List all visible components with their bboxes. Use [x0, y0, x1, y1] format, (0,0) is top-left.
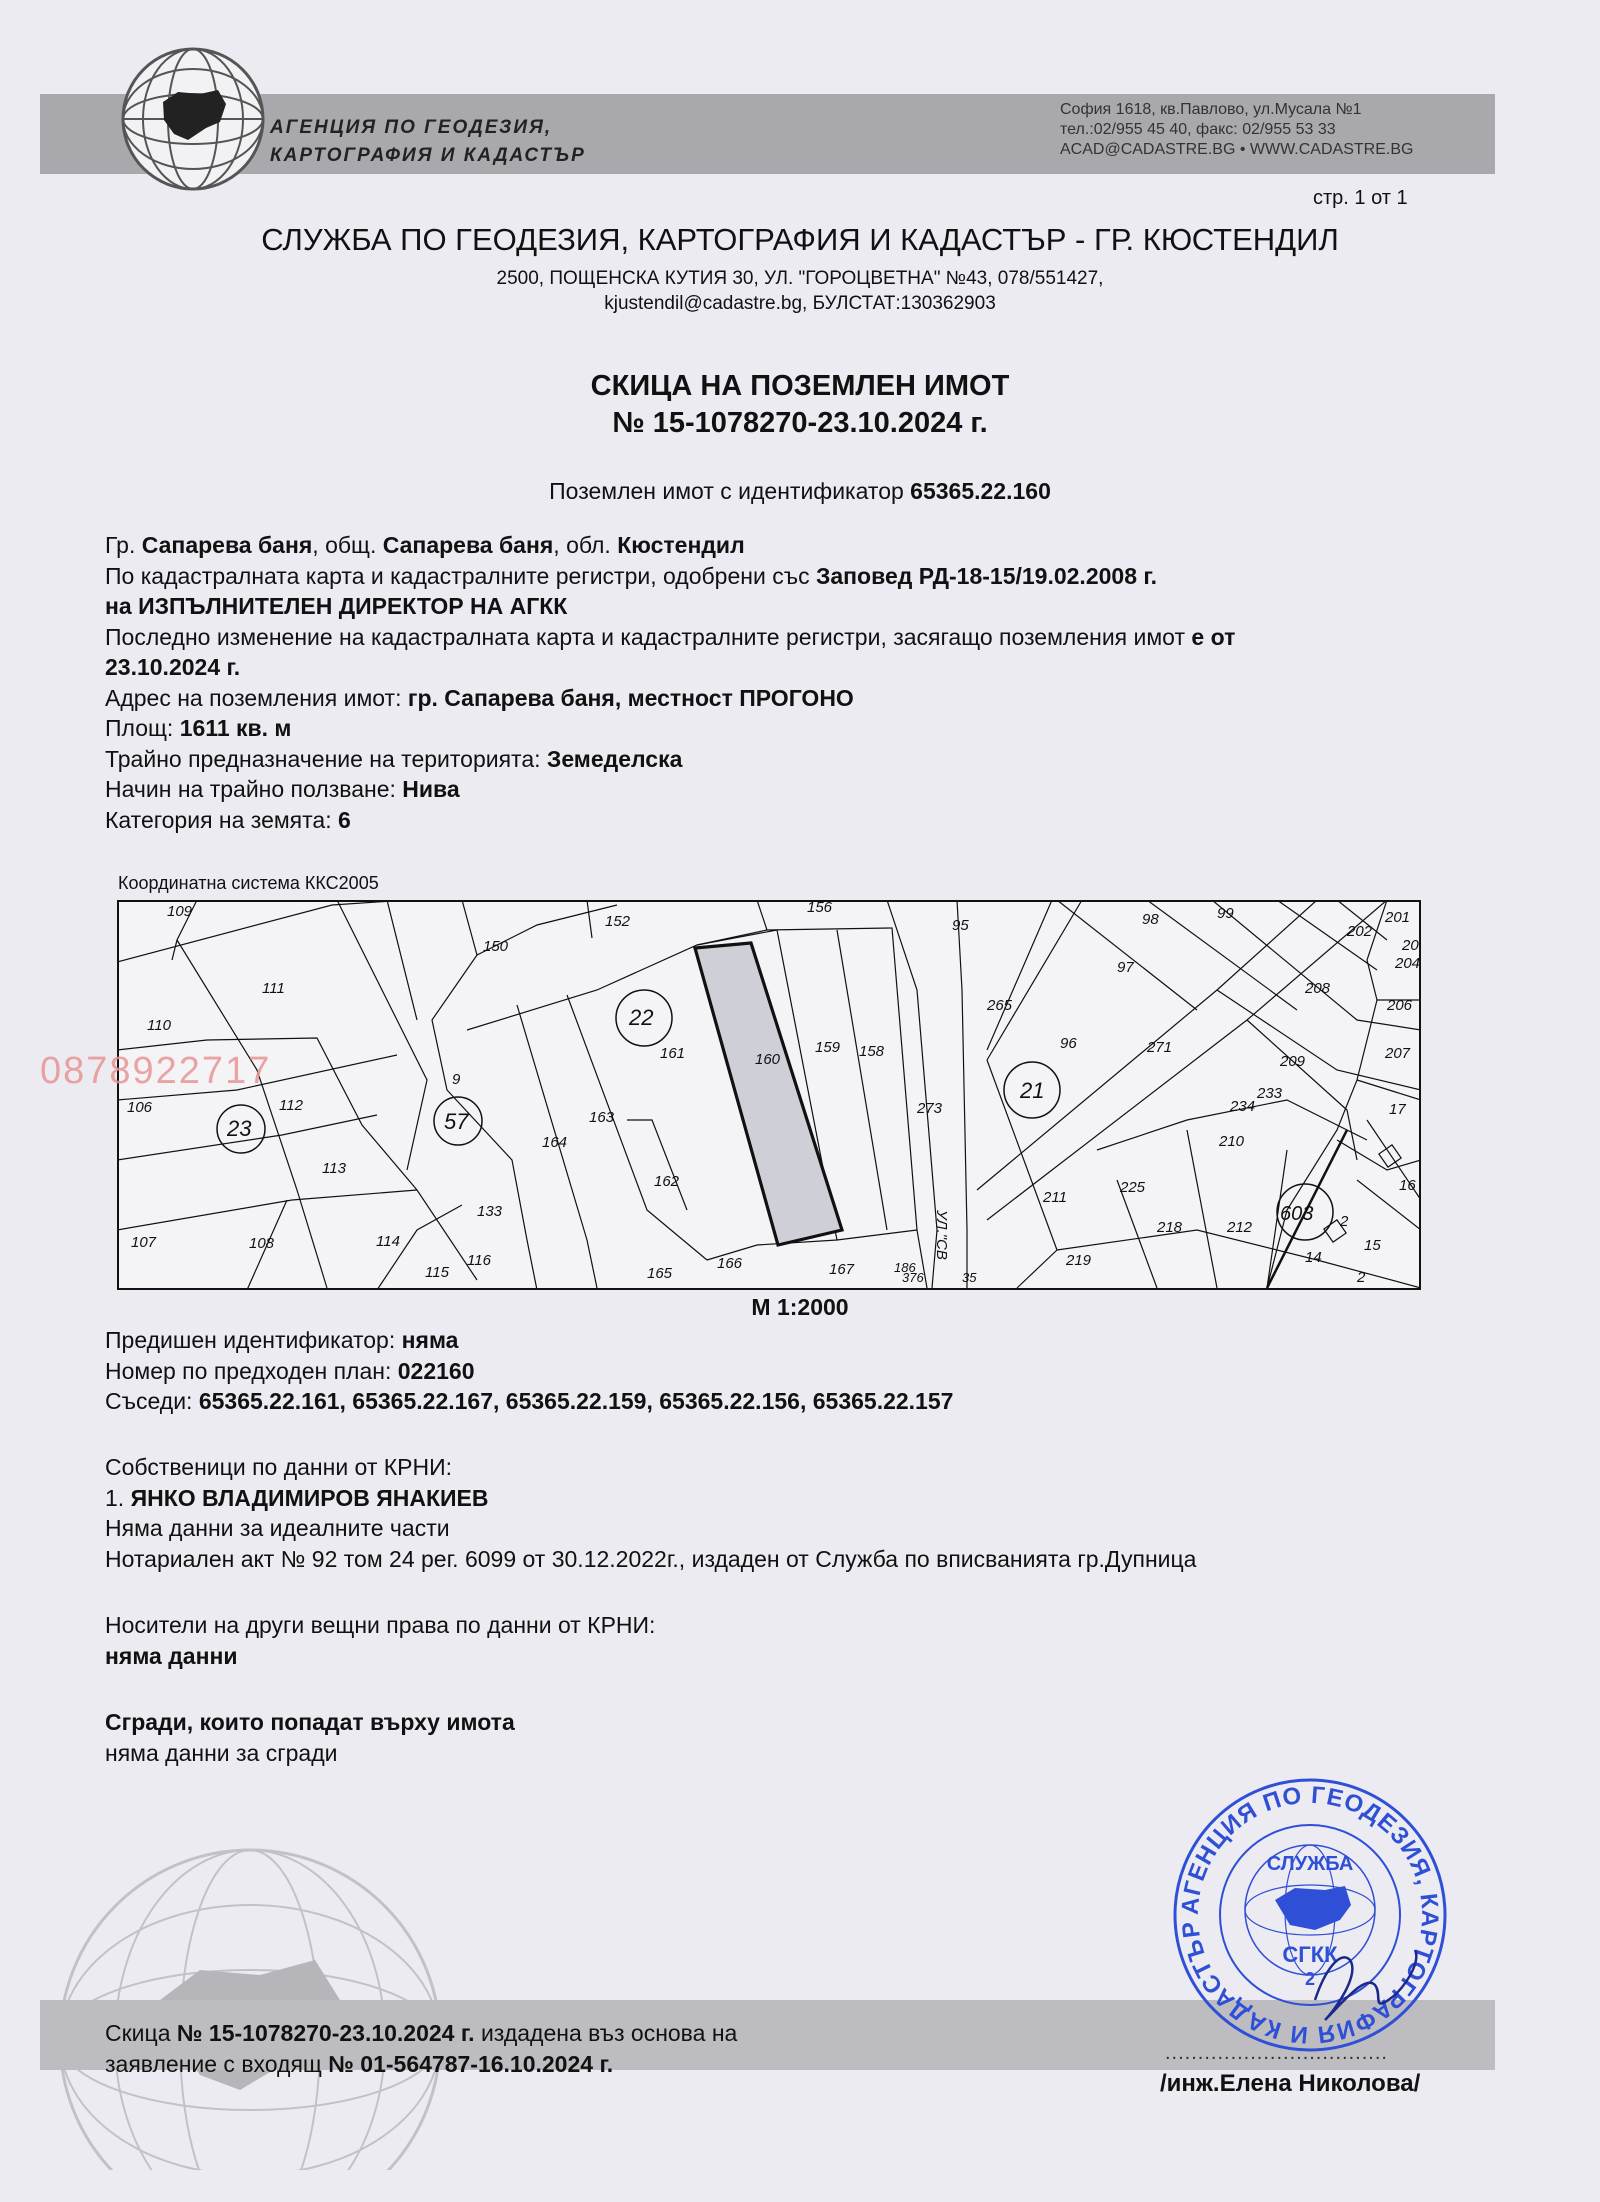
map-label-area: 603	[1280, 1203, 1314, 1225]
map-label: 163	[589, 1109, 615, 1126]
map-label: 211	[1043, 1189, 1067, 1206]
map-label: 166	[717, 1255, 743, 1272]
municipality-label: , общ.	[312, 532, 377, 558]
map-label: 150	[483, 938, 509, 955]
approval-by: на ИЗПЪЛНИТЕЛЕН ДИРЕКТОР НА АГКК	[105, 593, 568, 619]
map-label: 273	[917, 1100, 943, 1117]
stamp-ring-text: АГЕНЦИЯ ПО ГЕОДЕЗИЯ, КАРТОГРАФИЯ И КАДАСТЪР	[1176, 1781, 1444, 2049]
map-label: 99	[1217, 905, 1234, 922]
agency-phone: тел.:02/955 45 40, факс: 02/955 53 33	[1060, 121, 1336, 138]
map-label: 111	[262, 980, 285, 997]
usage-line	[105, 774, 1445, 805]
area-line	[105, 713, 1445, 744]
map-label: 212	[1227, 1219, 1253, 1236]
footer-text	[105, 2018, 737, 2079]
map-label: 110	[147, 1017, 171, 1034]
buildings-value: няма данни за сгради	[105, 1739, 338, 1766]
last-change-value: е от	[1191, 623, 1236, 650]
stamp-center-number: 2	[1304, 1969, 1316, 1989]
last-change-text: Последно изменение на кадастралната карта и кадастралните регистри, засягащо поземления имот	[105, 623, 1186, 650]
neighbors-label: Съседи:	[105, 1388, 193, 1414]
footer-application-text: заявление с входящ	[105, 2050, 322, 2077]
agency-address: София 1618, кв.Павлово, ул.Мусала №1	[1060, 101, 1362, 118]
neighbors-value: 65365.22.161, 65365.22.167, 65365.22.159, 65365.22.156, 65365.22.157	[198, 1388, 954, 1414]
agency-contact	[1060, 100, 1413, 160]
map-label: 35	[962, 1270, 977, 1285]
map-label: 133	[477, 1203, 503, 1220]
buildings-section	[105, 1707, 515, 1768]
owner-shares: Няма данни за идеалните части	[105, 1515, 450, 1541]
map-label: 20	[1402, 937, 1419, 954]
last-change-line	[105, 622, 1445, 653]
map-label: 156	[807, 900, 833, 916]
office-address-line2: kjustendil@cadastre.bg, БУЛСТАТ:130362903	[604, 293, 996, 314]
city-value: Сапарева баня	[141, 532, 313, 558]
map-label: 98	[1142, 911, 1159, 928]
map-label: 233	[1257, 1085, 1283, 1102]
map-label: 164	[542, 1134, 568, 1151]
plan-no-value: 022160	[397, 1357, 475, 1384]
page-number: стр. 1 от 1	[1313, 187, 1408, 209]
map-label: 95	[952, 917, 969, 934]
other-rights-section	[105, 1610, 655, 1671]
approval-order: Заповед РД-18-15/19.02.2008 г.	[815, 562, 1158, 589]
purpose-value: Земеделска	[546, 745, 683, 772]
office-address-line1: 2500, ПОЩЕНСКА КУТИЯ 30, УЛ. "ГОРОЦВЕТНА" №43, 078/551427,	[496, 268, 1104, 289]
map-label: 160	[755, 1051, 781, 1068]
map-label: 96	[1060, 1035, 1077, 1052]
footer-sketch-number: № 15-1078270-23.10.2024 г.	[176, 2020, 475, 2046]
buildings-heading: Сгради, които попадат върху имота	[105, 1709, 515, 1735]
category-value: 6	[338, 806, 351, 833]
owner-deed: Нотариален акт № 92 том 24 рег. 6099 от 30.12.2022г., издаден от Служба по вписванията гр.Дупница	[105, 1545, 1197, 1572]
location-line	[105, 530, 1445, 561]
map-label: 107	[131, 1234, 157, 1251]
signature-line: ..................................	[1165, 2042, 1388, 2064]
purpose-line	[105, 744, 1445, 775]
agency-email-web: ACAD@CADASTRE.BG • WWW.CADASTRE.BG	[1060, 141, 1414, 158]
map-label: 207	[1385, 1045, 1411, 1062]
map-label: 2	[1357, 1269, 1366, 1286]
plan-no-label: Номер по предходен план:	[105, 1357, 392, 1384]
property-info	[105, 530, 1445, 835]
other-rights-heading: Носители на други вещни права по данни от КРНИ:	[105, 1612, 656, 1638]
address-line	[105, 683, 1445, 714]
map-label: 234	[1230, 1098, 1256, 1115]
map-label: 186	[894, 1260, 916, 1275]
area-value: 1611 кв. м	[179, 715, 292, 741]
map-label-area: 57	[444, 1109, 469, 1134]
region-label: , обл.	[553, 532, 611, 558]
approval-text: По кадастралната карта и кадастралните регистри, одобрени със	[105, 562, 810, 589]
owners-heading: Собственици по данни от КРНИ:	[105, 1454, 453, 1480]
map-label: 9	[452, 1071, 461, 1088]
usage-value: Нива	[402, 776, 460, 802]
map-label: 202	[1347, 923, 1373, 940]
map-label: 116	[467, 1252, 491, 1269]
prev-id-value: няма	[401, 1327, 459, 1353]
map-label: 17	[1389, 1101, 1406, 1118]
map-label: 158	[859, 1043, 885, 1060]
owner-number: 1.	[105, 1484, 125, 1511]
agency-name-line2: КАРТОГРАФИЯ И КАДАСТЪР	[270, 145, 586, 166]
footer-application-number: № 01-564787-16.10.2024 г.	[328, 2050, 614, 2077]
identifier-value: 65365.22.160	[910, 478, 1051, 504]
approval-line	[105, 561, 1445, 592]
map-label: 15	[1364, 1237, 1381, 1254]
approval-by-line	[105, 591, 1445, 622]
agency-name	[270, 114, 586, 170]
document-title-line1: СКИЦА НА ПОЗЕМЛЕН ИМОТ	[590, 370, 1010, 402]
map-label: 159	[815, 1039, 841, 1056]
map-label: 106	[127, 1099, 153, 1116]
prev-id-label: Предишен идентификатор:	[105, 1327, 396, 1353]
address-value: гр. Сапарева баня, местност ПРОГОНО	[407, 684, 854, 711]
map-label: 219	[1066, 1252, 1092, 1269]
agency-name-line1: АГЕНЦИЯ ПО ГЕОДЕЗИЯ,	[270, 117, 553, 138]
map-label: 165	[647, 1265, 673, 1282]
map-label: 225	[1120, 1179, 1146, 1196]
map-label: 208	[1305, 980, 1331, 997]
usage-label: Начин на трайно ползване:	[105, 776, 396, 802]
map-label: 152	[605, 913, 631, 930]
neighbors-line	[105, 1386, 1485, 1417]
owners-section	[105, 1452, 1505, 1574]
last-change-date: 23.10.2024 г.	[105, 654, 241, 680]
map-label-area: 23	[227, 1116, 252, 1141]
previous-info	[105, 1325, 1485, 1417]
other-rights-value: няма данни	[105, 1642, 238, 1669]
phone-watermark: 0878922717	[40, 1050, 272, 1092]
stamp-center-bottom: СГКК	[1282, 1942, 1338, 1967]
map-label: 113	[322, 1160, 346, 1177]
owner-name: ЯНКО ВЛАДИМИРОВ ЯНАКИЕВ	[130, 1484, 489, 1511]
prev-id-line	[105, 1325, 1485, 1356]
map-label: 97	[1117, 959, 1134, 976]
map-label: 108	[249, 1235, 275, 1252]
map-label: 376	[902, 1270, 924, 1285]
map-label: 109	[167, 903, 193, 920]
map-label: 209	[1280, 1053, 1306, 1070]
signer-name: /инж.Елена Николова/	[1160, 2070, 1421, 2097]
map-label-area: 21	[1020, 1078, 1045, 1103]
footer-issued-text: издадена въз основа на	[480, 2020, 738, 2046]
category-line	[105, 805, 1445, 836]
area-label: Площ:	[105, 715, 174, 741]
street-label: УЛ."СВ	[933, 1210, 950, 1260]
owner-line	[105, 1483, 1505, 1514]
map-label: 167	[829, 1261, 855, 1278]
map-label: 14	[1305, 1249, 1322, 1266]
map-label: 112	[279, 1097, 303, 1114]
city-label: Гр.	[105, 532, 136, 558]
coordinate-system-label: Координатна система ККС2005	[118, 873, 379, 893]
map-label: 201	[1385, 909, 1411, 926]
map-label: 206	[1387, 997, 1413, 1014]
footer-line1	[105, 2018, 737, 2049]
map-scale: М 1:2000	[751, 1294, 849, 1320]
document-number: № 15-1078270-23.10.2024 г.	[612, 407, 988, 439]
map-label: 218	[1157, 1219, 1183, 1236]
category-label: Категория на земята:	[105, 806, 332, 833]
footer-line2	[105, 2049, 737, 2080]
map-label: 16	[1399, 1177, 1416, 1194]
office-title: СЛУЖБА ПО ГЕОДЕЗИЯ, КАРТОГРАФИЯ И КАДАСТЪР - ГР. КЮСТЕНДИЛ	[261, 222, 1339, 257]
agency-logo-globe-icon	[118, 44, 268, 194]
map-label: 271	[1147, 1039, 1173, 1056]
identifier-line	[0, 478, 1600, 505]
purpose-label: Трайно предназначение на територията:	[105, 745, 541, 772]
map-label: 210	[1219, 1133, 1245, 1150]
footer-sketch-label: Скица	[105, 2020, 171, 2046]
document-title	[0, 368, 1600, 442]
map-label: 161	[660, 1045, 686, 1062]
last-change-date-line	[105, 652, 1445, 683]
map-label: 115	[425, 1264, 449, 1281]
office-address	[0, 266, 1600, 316]
region-value: Кюстендил	[617, 532, 745, 558]
plan-no-line	[105, 1356, 1485, 1387]
official-stamp	[1165, 1770, 1455, 2060]
map-label: 114	[376, 1233, 400, 1250]
map-label: 265	[987, 997, 1013, 1014]
map-label: 2	[1340, 1213, 1349, 1230]
map-label-area: 22	[629, 1005, 654, 1030]
cadastral-map	[117, 900, 1421, 1290]
stamp-center-top: СЛУЖБА	[1266, 1853, 1354, 1875]
map-label: 162	[654, 1173, 680, 1190]
municipality-value: Сапарева баня	[382, 532, 554, 558]
identifier-label: Поземлен имот с идентификатор	[549, 478, 904, 504]
address-label: Адрес на поземления имот:	[105, 684, 402, 711]
map-label: 204	[1395, 955, 1421, 972]
